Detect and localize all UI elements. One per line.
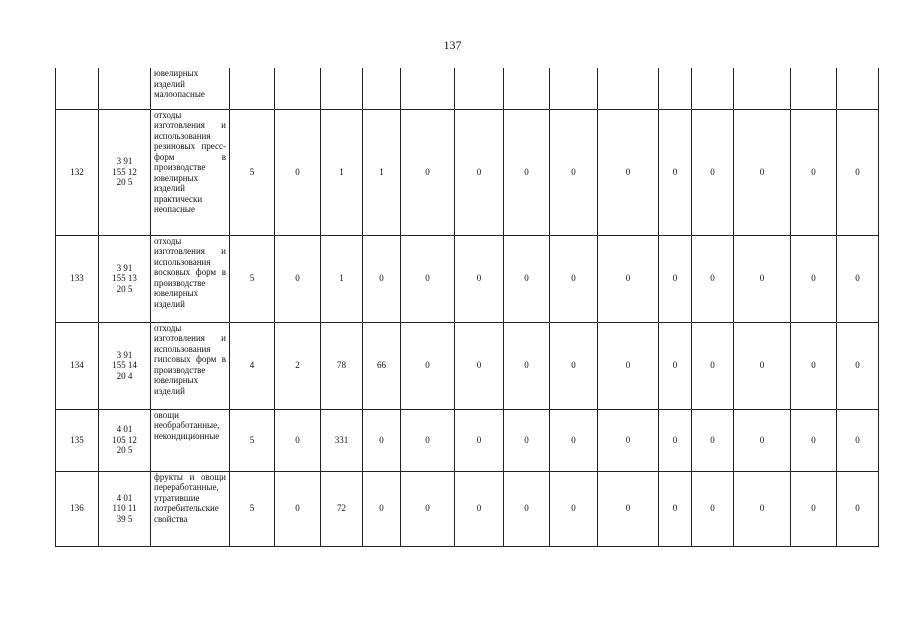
page-number: 137 xyxy=(443,38,462,52)
cell-value: 0 xyxy=(275,409,321,471)
cell-value: 5 xyxy=(230,471,275,546)
cell-value: 331 xyxy=(321,409,363,471)
cell-value: 0 xyxy=(659,235,692,322)
cell-value: 0 xyxy=(275,235,321,322)
cell-value: 0 xyxy=(692,235,734,322)
cell-value: 0 xyxy=(598,409,659,471)
cell-code: 3 91 155 14 20 4 xyxy=(99,322,151,409)
cell-value: 0 xyxy=(734,471,791,546)
cell-value: 72 xyxy=(321,471,363,546)
cell-value: 78 xyxy=(321,322,363,409)
cell-value: 0 xyxy=(692,471,734,546)
cell-value: 0 xyxy=(550,235,598,322)
cell-value: 0 xyxy=(401,409,455,471)
cell-value: 0 xyxy=(791,235,837,322)
cell-num: 135 xyxy=(56,409,99,471)
cell-value: 0 xyxy=(837,235,879,322)
cell-value: 0 xyxy=(275,109,321,235)
cell-num: 134 xyxy=(56,322,99,409)
cell-name: отходы изготовления и использования восковых форм в производстве ювелирных изделий xyxy=(151,235,230,322)
cell-value: 1 xyxy=(321,109,363,235)
cell-value: 0 xyxy=(363,409,401,471)
cell-value: 0 xyxy=(659,409,692,471)
cell-value: 0 xyxy=(734,322,791,409)
cell-num: 132 xyxy=(56,109,99,235)
cell-value: 0 xyxy=(504,471,550,546)
cell-code: 4 01 105 12 20 5 xyxy=(99,409,151,471)
cell-value: 0 xyxy=(659,471,692,546)
cell-value: 5 xyxy=(230,235,275,322)
cell-value: 0 xyxy=(659,109,692,235)
cell-value: 0 xyxy=(455,109,504,235)
cell-value: 0 xyxy=(734,409,791,471)
table-row xyxy=(56,322,879,409)
cell-value: 0 xyxy=(401,471,455,546)
cell-value: 4 xyxy=(230,322,275,409)
cell-value: 0 xyxy=(550,409,598,471)
cell-value: 0 xyxy=(692,109,734,235)
cell-num xyxy=(56,68,99,109)
cell-value: 0 xyxy=(504,409,550,471)
cell-code: 3 91 155 13 20 5 xyxy=(99,235,151,322)
cell-value: 0 xyxy=(504,322,550,409)
cell-value: 0 xyxy=(401,109,455,235)
cell-value: 0 xyxy=(791,471,837,546)
cell-value: 5 xyxy=(230,409,275,471)
cell-value: 0 xyxy=(791,409,837,471)
waste-table xyxy=(55,68,879,547)
cell-code xyxy=(99,68,151,109)
cell-value: 0 xyxy=(363,471,401,546)
cell-value: 5 xyxy=(230,109,275,235)
cell-num: 133 xyxy=(56,235,99,322)
cell-value: 0 xyxy=(734,235,791,322)
cell-num: 136 xyxy=(56,471,99,546)
cell-value: 0 xyxy=(550,471,598,546)
cell-value: 1 xyxy=(363,109,401,235)
cell-value: 0 xyxy=(598,322,659,409)
cell-value: 0 xyxy=(550,322,598,409)
table-body xyxy=(56,68,879,546)
cell-value: 0 xyxy=(791,109,837,235)
cell-value: 0 xyxy=(504,109,550,235)
cell-value: 1 xyxy=(321,235,363,322)
cell-value: 0 xyxy=(837,322,879,409)
cell-code: 3 91 155 12 20 5 xyxy=(99,109,151,235)
cell-name: отходы изготовления и использования резиновых пресс-форм в производстве ювелирных изделий практически неопасные xyxy=(151,109,230,235)
cell-value: 0 xyxy=(455,409,504,471)
cell-value: 0 xyxy=(455,471,504,546)
cell-value: 0 xyxy=(692,409,734,471)
cell-value: 2 xyxy=(275,322,321,409)
cell-value: 0 xyxy=(692,322,734,409)
table-row xyxy=(56,471,879,546)
table-row-continuation xyxy=(56,68,879,109)
cell-value: 0 xyxy=(598,235,659,322)
cell-value: 0 xyxy=(598,471,659,546)
table-row xyxy=(56,409,879,471)
cell-value: 0 xyxy=(550,109,598,235)
cell-value: 0 xyxy=(401,235,455,322)
cell-name: отходы изготовления и использования гипсовых форм в производстве ювелирных изделий xyxy=(151,322,230,409)
cell-value: 0 xyxy=(837,409,879,471)
cell-name: овощи необработанные, некондиционные xyxy=(151,409,230,471)
cell-value: 0 xyxy=(659,322,692,409)
cell-value: 0 xyxy=(837,471,879,546)
cell-value: 0 xyxy=(598,109,659,235)
table-row xyxy=(56,235,879,322)
cell-value: 0 xyxy=(275,471,321,546)
cell-value: 0 xyxy=(455,322,504,409)
cell-value: 0 xyxy=(837,109,879,235)
cell-value: 0 xyxy=(455,235,504,322)
cell-value: 0 xyxy=(401,322,455,409)
cell-value: 0 xyxy=(734,109,791,235)
cell-value: 0 xyxy=(363,235,401,322)
cell-name: фрукты и овощи переработанные, утратившие потребительские свойства xyxy=(151,471,230,546)
cell-code: 4 01 110 11 39 5 xyxy=(99,471,151,546)
cell-value: 0 xyxy=(791,322,837,409)
table-row xyxy=(56,109,879,235)
cell-value: 66 xyxy=(363,322,401,409)
cell-name: ювелирных изделий малоопасные xyxy=(151,68,230,109)
cell-value: 0 xyxy=(504,235,550,322)
